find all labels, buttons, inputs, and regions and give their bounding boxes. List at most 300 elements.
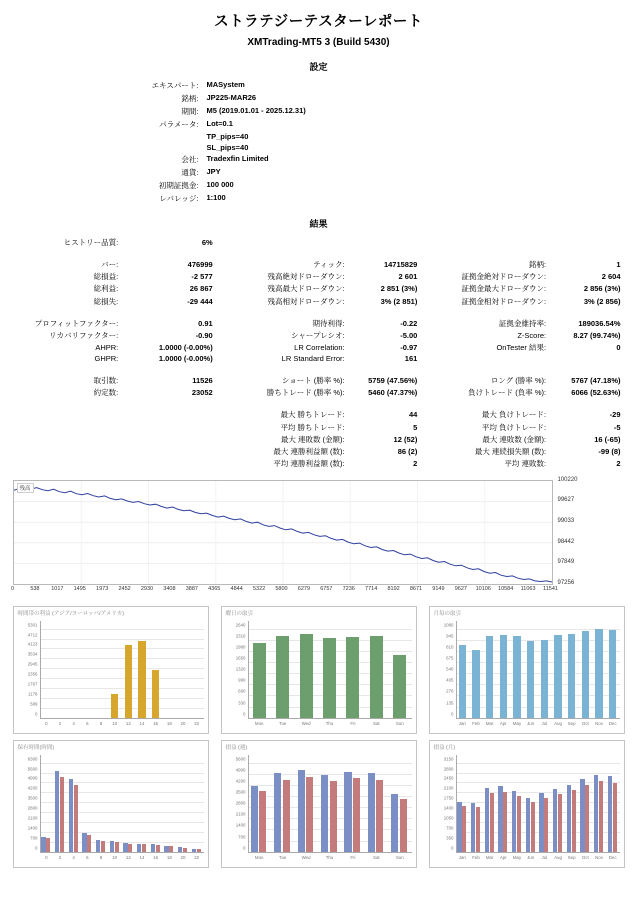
x-tick: 4844	[230, 585, 243, 592]
bar	[567, 785, 571, 853]
y-tick: 4900	[235, 767, 246, 773]
x-tick: 3408	[163, 585, 176, 592]
settings-label: 通貨:	[181, 168, 199, 177]
y-tick: 700	[238, 834, 246, 840]
results-cell: 最大 負けトレード:	[481, 410, 547, 420]
results-spacer	[13, 364, 625, 374]
settings-row	[39, 142, 599, 153]
x-tick: Jun	[527, 720, 535, 726]
results-cell	[13, 433, 125, 445]
x-tick: Apr	[499, 720, 507, 726]
y-tick: 540	[446, 666, 454, 672]
results-cell: 1.0000 (-0.00%)	[158, 343, 213, 353]
x-tick: Mon	[254, 720, 264, 726]
results-cell: 8.27 (99.74%)	[573, 331, 621, 341]
bar	[544, 798, 548, 853]
bar	[595, 629, 603, 719]
results-cell: バー:	[101, 259, 119, 269]
results-cell: 勝ちトレード (勝率 %):	[266, 388, 345, 398]
results-cell: AHPR:	[95, 343, 119, 353]
results-cell: 平均 連敗数:	[504, 459, 547, 469]
x-tick: 11541	[543, 585, 558, 592]
bar	[274, 773, 281, 853]
results-cell: ロング (勝率 %):	[490, 375, 547, 385]
results-cell: 0.91	[198, 318, 213, 328]
x-tick: 12	[125, 854, 131, 860]
x-tick: 22	[194, 720, 200, 726]
x-tick: 6279	[297, 585, 311, 592]
bar	[393, 655, 406, 719]
y-tick: 1400	[443, 805, 454, 811]
results-cell: 証拠金維持率:	[498, 318, 547, 328]
x-tick: Thu	[325, 854, 334, 860]
settings-value: Lot=0.1	[206, 119, 233, 128]
results-cell: 約定数:	[93, 388, 119, 398]
results-cell: 3% (2 856)	[583, 296, 621, 306]
bar	[462, 806, 466, 853]
y-tick: 4200	[27, 785, 38, 791]
results-cell: 26 867	[189, 284, 213, 294]
x-tick: 0	[45, 720, 48, 726]
x-tick: 16	[153, 854, 159, 860]
plot-area	[40, 755, 204, 853]
chart-title: 保有時間(時間)	[17, 744, 55, 751]
results-cell: 3% (2 851)	[380, 296, 418, 306]
x-tick: 4	[72, 854, 75, 860]
results-cell: OnTester 結果:	[496, 343, 547, 353]
equity-chart	[13, 480, 553, 585]
y-tick: 5600	[235, 756, 246, 762]
hold-time-chart	[13, 740, 209, 868]
results-cell: 5460 (47.37%)	[368, 388, 418, 398]
y-tick: 0	[451, 845, 454, 851]
settings-value: M5 (2019.01.01 - 2025.12.31)	[206, 106, 306, 115]
y-tick: 660	[238, 688, 246, 694]
bar	[321, 775, 328, 853]
x-tick: 22	[194, 854, 200, 860]
bar	[400, 799, 407, 853]
results-cell: 476999	[187, 259, 213, 269]
y-axis-labels	[16, 621, 39, 719]
bar	[368, 773, 375, 853]
y-axis-line	[456, 755, 457, 853]
x-tick: May	[512, 720, 522, 726]
results-cell: -29 444	[187, 296, 213, 306]
results-cell: 0	[616, 343, 621, 353]
x-tick: 10	[112, 854, 118, 860]
results-cell	[351, 236, 424, 248]
gridline	[40, 668, 204, 669]
equity-legend: 残高	[17, 483, 34, 493]
bar	[541, 640, 549, 718]
y-axis-labels	[432, 755, 455, 853]
results-cell: 期待利得:	[312, 318, 345, 328]
x-axis-line	[248, 852, 412, 853]
results-cell: 5759 (47.56%)	[368, 375, 418, 385]
y-tick: 2450	[443, 775, 454, 781]
y-axis-line	[40, 755, 41, 853]
x-tick: 538	[30, 585, 40, 592]
results-row	[13, 236, 625, 248]
results-cell	[124, 433, 218, 445]
chart-title: 損益 (月)	[433, 744, 456, 751]
bar	[539, 793, 543, 852]
y-tick: 405	[446, 677, 454, 683]
y-axis-line	[456, 621, 457, 719]
x-axis-line	[40, 718, 204, 719]
results-cell: -0.97	[400, 343, 418, 353]
y-axis-line	[248, 621, 249, 719]
y-tick: 98442	[557, 538, 575, 545]
bar	[568, 634, 576, 719]
x-tick: Sat	[373, 720, 380, 726]
bar	[476, 807, 480, 853]
y-tick: 0	[35, 711, 38, 717]
bar	[553, 789, 557, 853]
bar	[306, 777, 313, 853]
results-cell	[13, 458, 125, 470]
settings-value: JPY	[206, 167, 221, 176]
mini-charts-grid	[13, 606, 625, 874]
y-tick: 4712	[27, 632, 38, 638]
x-tick: 6757	[320, 585, 333, 592]
x-tick: Fri	[350, 854, 356, 860]
gridline	[40, 792, 204, 793]
x-axis-line	[456, 718, 620, 719]
equity-line	[14, 481, 552, 584]
x-tick: Thu	[325, 720, 334, 726]
results-cell: 16 (-65)	[594, 434, 621, 444]
gridline	[40, 842, 204, 843]
bar	[485, 788, 489, 853]
results-cell: 総損益:	[93, 272, 119, 282]
y-tick: 990	[238, 677, 246, 683]
results-table	[13, 236, 625, 470]
x-tick: Tue	[278, 720, 287, 726]
x-tick: May	[512, 854, 522, 860]
x-tick: 2	[58, 720, 62, 726]
results-cell: -0.90	[195, 331, 213, 341]
results-cell: 1	[616, 259, 621, 269]
bar	[498, 786, 502, 852]
results-row	[13, 386, 625, 398]
bar	[376, 780, 383, 853]
results-cell: 2 851 (3%)	[380, 284, 418, 294]
x-tick: Dec	[608, 720, 617, 726]
y-tick: 589	[30, 701, 38, 707]
bar	[259, 791, 266, 852]
bar	[300, 634, 313, 718]
monthly-trades-chart	[429, 606, 625, 734]
x-tick: Sun	[395, 720, 404, 726]
results-row	[13, 409, 625, 421]
gridline	[40, 708, 204, 709]
results-cell: 負けトレード (負率 %):	[468, 388, 547, 398]
gridline	[40, 822, 204, 823]
x-tick: Jun	[527, 854, 535, 860]
y-tick: 0	[451, 711, 454, 717]
x-tick: Mar	[485, 854, 494, 860]
y-axis-labels	[224, 621, 247, 719]
bar	[251, 786, 258, 853]
results-row	[13, 458, 625, 470]
bar	[60, 777, 64, 852]
x-tick: 6	[86, 854, 89, 860]
results-cell: 平均 連勝利益額 (数):	[273, 459, 345, 469]
bar	[500, 635, 508, 719]
x-tick: 4	[72, 720, 75, 726]
results-cell: -99 (8)	[598, 446, 621, 456]
x-tick: 10106	[475, 585, 491, 592]
page-subtitle: XMTrading-MT5 3 (Build 5430)	[247, 37, 390, 48]
x-tick: Oct	[581, 720, 589, 726]
bar	[353, 778, 360, 853]
weekday-profit-chart	[221, 740, 417, 868]
equity-y-axis	[557, 476, 618, 586]
bar	[55, 771, 59, 853]
y-tick: 2100	[443, 785, 454, 791]
y-tick: 6300	[27, 756, 38, 762]
settings-value: MASystem	[206, 80, 245, 89]
bar	[41, 837, 45, 853]
results-spacer	[13, 307, 625, 317]
settings-row	[39, 179, 599, 192]
results-cell	[219, 236, 351, 248]
results-row	[13, 433, 625, 445]
y-tick: 270	[446, 688, 454, 694]
x-tick: Nov	[595, 720, 603, 726]
results-heading: 結果	[309, 219, 328, 229]
gridline	[40, 658, 204, 659]
x-tick: 2452	[118, 585, 131, 592]
bar	[608, 776, 612, 852]
gridline	[40, 802, 204, 803]
plot-area	[456, 621, 620, 719]
x-tick: Jan	[458, 720, 466, 726]
bar	[283, 780, 290, 853]
x-tick: 14	[139, 854, 145, 860]
results-row	[13, 295, 625, 307]
y-axis-labels	[224, 755, 247, 853]
results-cell: シャープレシオ:	[291, 331, 345, 341]
x-tick: 8671	[409, 585, 423, 592]
bar	[594, 775, 598, 853]
x-tick: Mar	[485, 720, 494, 726]
results-cell	[124, 421, 218, 433]
bar	[613, 783, 617, 853]
y-tick: 4123	[27, 641, 38, 647]
gridline	[40, 698, 204, 699]
y-tick: 1050	[443, 815, 454, 821]
results-cell: 6%	[201, 237, 213, 247]
bar	[125, 645, 133, 719]
settings-label: 銘柄:	[181, 94, 199, 103]
settings-value: 100 000	[206, 180, 234, 189]
bar	[599, 781, 603, 853]
bar	[580, 779, 584, 853]
results-cell: 1.0000 (-0.00%)	[158, 354, 213, 364]
x-tick: 0	[45, 854, 48, 860]
settings-row	[39, 105, 599, 118]
bar	[459, 645, 467, 719]
bar	[526, 798, 530, 853]
results-cell: 2 604	[601, 272, 621, 282]
results-cell: 銘柄:	[528, 259, 547, 269]
results-cell: ヒストリー品質:	[63, 237, 119, 247]
settings-label: 期間:	[181, 107, 199, 116]
bar	[503, 792, 507, 853]
y-tick: 4900	[27, 775, 38, 781]
results-cell: GHPR:	[94, 354, 119, 364]
x-tick: Nov	[595, 854, 603, 860]
results-cell: 5767 (47.18%)	[571, 375, 621, 385]
y-tick: 100220	[557, 476, 578, 483]
chart-title: 曜日の取引	[225, 610, 254, 617]
bar	[609, 630, 617, 718]
bar	[471, 803, 475, 852]
results-cell	[13, 421, 125, 433]
gridline	[248, 763, 412, 764]
x-axis-labels	[248, 721, 412, 731]
y-tick: 1178	[28, 691, 38, 697]
x-tick: Aug	[554, 854, 562, 860]
results-cell: 平均 勝ちトレード:	[280, 422, 345, 432]
x-tick: 9149	[432, 585, 445, 592]
settings-value: JP225-MAR26	[206, 93, 257, 102]
results-row	[13, 283, 625, 295]
results-row	[13, 374, 625, 386]
results-cell: 86 (2)	[397, 446, 418, 456]
results-cell: 残高絶対ドローダウン:	[267, 272, 345, 282]
y-tick: 2100	[235, 811, 246, 817]
y-axis-line	[248, 755, 249, 853]
bar	[572, 790, 576, 852]
y-tick: 99627	[557, 497, 575, 504]
x-tick: Tue	[278, 854, 287, 860]
results-cell: 最大 連続損失額 (数):	[474, 446, 547, 456]
equity-x-axis	[10, 585, 625, 598]
weekday-trades-chart	[221, 606, 417, 734]
chart-title: 月毎の取引	[433, 610, 462, 617]
bar	[276, 636, 289, 719]
results-cell: -29	[609, 410, 621, 420]
x-tick: 14	[139, 720, 145, 726]
results-cell: Z-Score:	[517, 331, 547, 341]
plot-area	[248, 755, 412, 853]
results-cell: 最大 連敗数 (金額):	[482, 434, 547, 444]
y-tick: 97256	[557, 579, 575, 586]
gridline	[248, 629, 412, 630]
x-tick: 8192	[387, 585, 400, 592]
settings-row	[39, 118, 599, 131]
x-tick: 2	[58, 854, 62, 860]
x-tick: 20	[180, 854, 186, 860]
settings-label	[39, 131, 207, 142]
results-row	[13, 271, 625, 283]
bar	[486, 636, 494, 718]
results-cell: LR Standard Error:	[281, 354, 345, 364]
settings-row	[39, 192, 599, 205]
results-cell: 6066 (52.63%)	[571, 388, 621, 398]
settings-row	[39, 166, 599, 179]
results-cell: -5.00	[400, 331, 418, 341]
results-cell: 2	[413, 459, 418, 469]
x-tick: 2930	[140, 585, 154, 592]
bar	[527, 641, 535, 719]
settings-value: SL_pips=40	[206, 143, 249, 152]
results-spacer	[13, 399, 625, 409]
y-tick: 1650	[235, 655, 246, 661]
x-tick: 8	[99, 720, 103, 726]
y-axis-line	[40, 621, 41, 719]
bar	[472, 650, 480, 718]
gridline	[40, 688, 204, 689]
settings-row	[39, 153, 599, 166]
y-tick: 2800	[235, 800, 246, 806]
settings-label: 会社:	[181, 155, 199, 164]
x-axis-labels	[456, 721, 620, 731]
bar	[554, 635, 562, 718]
y-tick: 3534	[27, 651, 38, 657]
y-tick: 1400	[235, 822, 246, 828]
x-tick: Oct	[581, 854, 589, 860]
equity-chart-wrap	[10, 476, 625, 598]
bar	[298, 770, 305, 853]
plot-area	[40, 621, 204, 719]
y-tick: 97849	[557, 559, 575, 566]
settings-row	[39, 131, 599, 142]
y-tick: 0	[35, 845, 38, 851]
results-cell: ティック:	[313, 259, 345, 269]
y-tick: 700	[30, 835, 38, 841]
gridline	[40, 629, 204, 630]
x-tick: Jul	[541, 854, 548, 860]
y-tick: 2800	[443, 766, 454, 772]
y-tick: 2356	[27, 671, 38, 677]
bar	[391, 794, 398, 853]
gridline	[40, 763, 204, 764]
x-tick: 9627	[454, 585, 467, 592]
settings-row	[39, 79, 599, 92]
gridline	[40, 773, 204, 774]
results-cell: 最大 勝ちトレード:	[280, 410, 345, 420]
results-cell: 総利益:	[93, 284, 119, 294]
y-tick: 5600	[27, 766, 38, 772]
x-tick: Jan	[458, 854, 466, 860]
results-row	[13, 330, 625, 342]
y-tick: 2800	[27, 805, 38, 811]
settings-value: 1:100	[206, 193, 226, 202]
x-tick: 20	[180, 720, 186, 726]
y-tick: 135	[446, 700, 454, 706]
settings-row	[39, 92, 599, 105]
results-cell: 11526	[192, 375, 213, 385]
x-tick: 18	[166, 720, 172, 726]
x-tick: 10	[112, 720, 118, 726]
results-cell	[423, 236, 552, 248]
results-spacer	[13, 248, 625, 258]
results-cell: -0.22	[400, 318, 418, 328]
results-cell	[13, 445, 125, 457]
y-tick: 675	[446, 655, 454, 661]
results-row	[13, 354, 625, 364]
y-axis-labels	[16, 755, 39, 853]
bar	[344, 772, 351, 853]
y-tick: 330	[238, 700, 246, 706]
gridline	[456, 773, 620, 774]
results-cell: ショート (勝率 %):	[281, 375, 345, 385]
y-axis-labels	[432, 621, 455, 719]
